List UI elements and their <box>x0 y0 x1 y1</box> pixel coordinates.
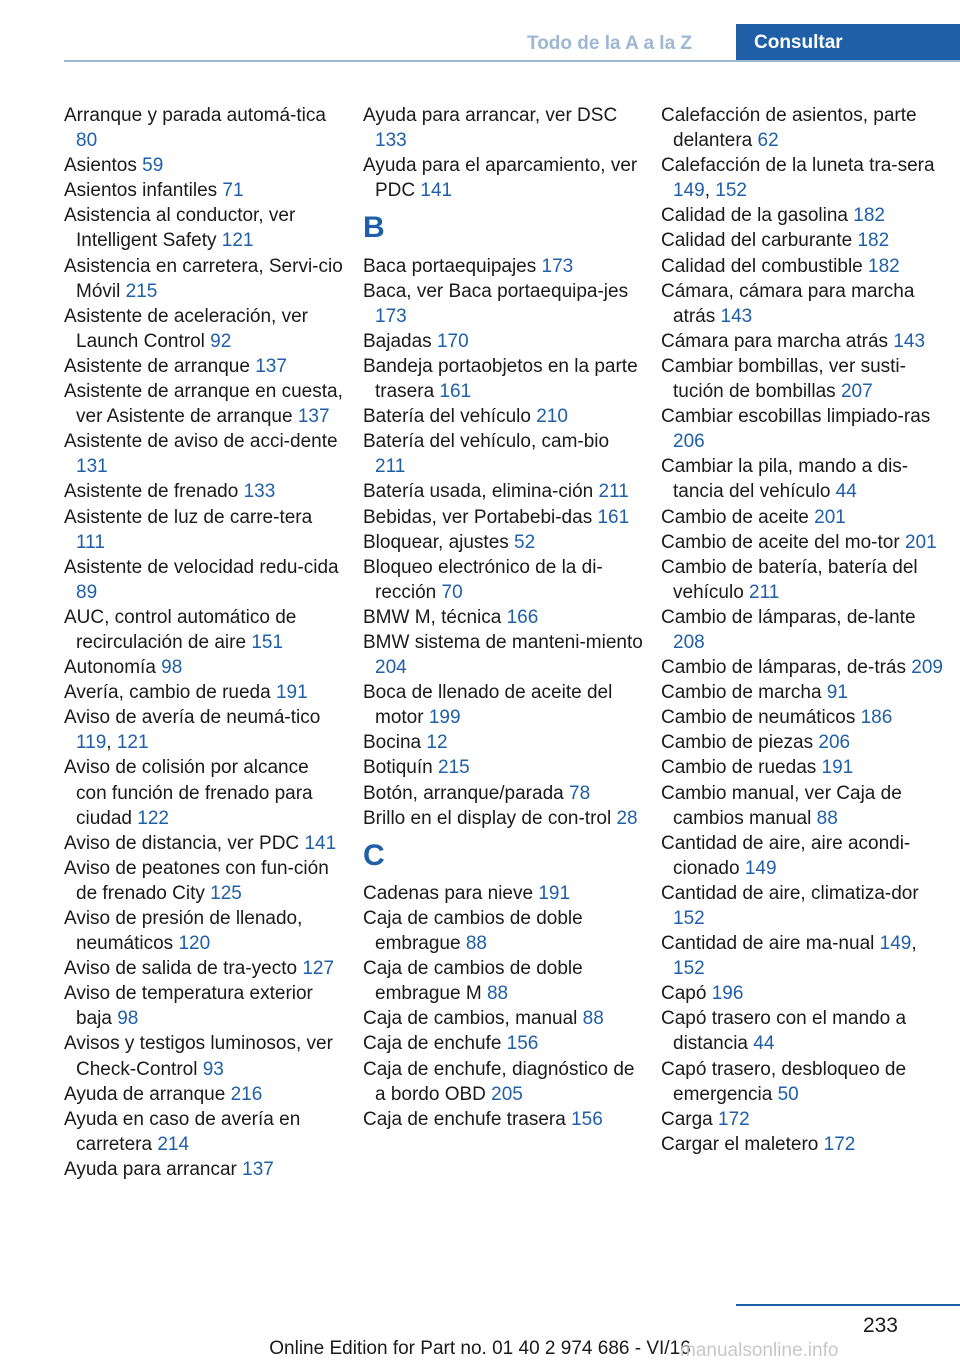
page-link[interactable]: 89 <box>76 581 98 603</box>
index-entry-text: Bloquear, ajustes <box>363 531 515 553</box>
index-entry-text: Bajadas <box>363 330 437 352</box>
index-entry-text: Aviso de temperatura exterior baja <box>64 983 313 1030</box>
page-link[interactable]: 173 <box>541 255 574 277</box>
index-entry-text: Autonomía <box>64 657 162 679</box>
page-link[interactable]: 98 <box>117 1008 139 1030</box>
index-entry <box>363 254 643 279</box>
index-entry <box>363 153 643 203</box>
index-entry-text: Asistente de velocidad redu-cida <box>64 556 339 578</box>
page-link[interactable]: 52 <box>514 531 536 553</box>
page-link[interactable]: 182 <box>857 230 890 252</box>
index-column-3 <box>661 103 951 1157</box>
index-entry-text: Bandeja portaobjetos en la parte trasera <box>363 355 638 403</box>
index-entry-text: Calefacción de asientos, parte delantera <box>661 105 917 152</box>
index-entry <box>363 956 643 1006</box>
page-link[interactable]: 206 <box>673 431 705 453</box>
page-link[interactable]: 121 <box>116 732 149 754</box>
page-link[interactable]: 50 <box>777 1083 799 1105</box>
index-entry <box>64 1157 344 1182</box>
page-link[interactable]: 44 <box>753 1033 775 1055</box>
chapter-tab[interactable]: Consultar <box>736 24 960 62</box>
index-entry <box>661 254 951 279</box>
page-link[interactable]: 133 <box>243 481 276 503</box>
page-link[interactable]: 205 <box>491 1083 523 1105</box>
index-entry <box>64 956 344 981</box>
index-entry <box>661 730 951 755</box>
index-entry <box>64 178 344 203</box>
page-link[interactable]: 80 <box>76 130 98 152</box>
page-link[interactable]: 204 <box>375 657 407 679</box>
index-column-2 <box>363 103 643 1132</box>
header-rule <box>64 60 960 62</box>
index-entry <box>64 354 344 379</box>
index-entry-text: Aviso de salida de tra-yecto <box>64 958 303 980</box>
index-entry-text: Asistente de arranque en cuesta, ver Asistente de arranque <box>64 381 343 428</box>
index-entry <box>363 630 643 680</box>
index-entry-text: Ayuda para arrancar <box>64 1158 243 1180</box>
index-entry <box>64 1031 344 1081</box>
page-link[interactable]: 182 <box>853 205 885 227</box>
index-entry <box>661 981 951 1006</box>
index-entry-text: Avisos y testigos luminosos, ver Check-Control <box>64 1033 333 1080</box>
index-entry <box>661 404 951 454</box>
index-entry-text: Cargar el maletero <box>661 1133 824 1155</box>
index-entry-text: Bloqueo electrónico de la di-rección <box>363 556 603 603</box>
page-link[interactable]: 12 <box>426 732 448 754</box>
page-link[interactable]: 172 <box>823 1133 856 1155</box>
page-link[interactable]: 88 <box>816 807 838 829</box>
index-entry <box>64 254 344 304</box>
index-entry <box>64 304 344 354</box>
index-entry-text: Bebidas, ver Portabebi-das <box>363 506 598 528</box>
page-link[interactable]: 151 <box>251 631 284 653</box>
index-entry-text: Caja de cambios, manual <box>363 1008 583 1030</box>
index-entry-text: Cambio de neumáticos <box>661 707 861 729</box>
index-entry <box>363 1057 643 1107</box>
index-entry-text: Ayuda para el aparcamiento, ver PDC <box>363 155 638 202</box>
index-entry-text: Asientos infantiles <box>64 180 223 202</box>
index-entry-text: Baca portaequipajes <box>363 255 542 277</box>
index-letter-heading: B <box>363 211 385 245</box>
index-entry-text: Cambio de lámparas, de-lante <box>661 606 916 628</box>
index-entry-text: Calefacción de la luneta tra-sera <box>661 155 935 177</box>
index-entry <box>661 555 951 605</box>
page-link[interactable]: 170 <box>436 330 469 352</box>
page-link[interactable]: 28 <box>616 807 638 829</box>
index-entry <box>661 655 951 680</box>
index-entry-text: Asistente de arranque <box>64 355 256 377</box>
page-separator: , <box>106 732 117 754</box>
index-entry-text: Aviso de peatones con fun-ción de frenado City <box>64 857 329 904</box>
index-entry-text: Batería del vehículo <box>363 406 537 428</box>
index-entry-text: Asientos <box>64 155 143 177</box>
page-link[interactable]: 131 <box>76 456 108 478</box>
index-entry-text: Bocina <box>363 732 427 754</box>
page-link[interactable]: 211 <box>375 456 406 478</box>
index-entry <box>661 454 951 504</box>
index-entry-text: Cambio de aceite del mo-tor <box>661 531 905 553</box>
index-entry-text: Caja de enchufe, diagnóstico de a bordo OBD <box>363 1058 635 1105</box>
index-entry <box>363 329 643 354</box>
index-entry <box>363 479 643 504</box>
page-link[interactable]: 215 <box>125 280 158 302</box>
page-link[interactable]: 161 <box>597 506 630 528</box>
index-entry-text: Capó trasero, desbloqueo de emergencia <box>661 1058 907 1105</box>
page-link[interactable]: 149 <box>673 180 705 202</box>
watermark: manualsonline.info <box>680 1340 839 1361</box>
index-entry <box>363 755 643 780</box>
index-entry-text: Cantidad de aire, aire acondi-cionado <box>661 832 911 879</box>
index-entry-text: Calidad del carburante <box>661 230 858 252</box>
index-entry-text: Cambio de marcha <box>661 682 827 704</box>
index-entry-text: Cambio de batería, batería del vehículo <box>661 556 918 603</box>
index-entry <box>363 1107 643 1132</box>
page-link[interactable]: 125 <box>210 882 242 904</box>
index-entry <box>363 1031 643 1056</box>
index-entry-text: Asistencia al conductor, ver Intelligent Safety <box>64 205 296 252</box>
page-link[interactable]: 149 <box>744 857 777 879</box>
index-entry <box>363 1006 643 1031</box>
index-entry-text: Cantidad de aire ma-nual <box>661 933 880 955</box>
index-entry <box>661 279 951 329</box>
index-entry <box>661 1057 951 1107</box>
page-link[interactable]: 119 <box>76 732 107 754</box>
page-link[interactable]: 191 <box>538 882 571 904</box>
index-entry <box>64 755 344 830</box>
index-entry-text: Boca de llenado de aceite del motor <box>363 682 613 729</box>
page-link[interactable]: 166 <box>506 606 539 628</box>
index-entry <box>64 479 344 504</box>
index-entry <box>64 379 344 429</box>
index-entry <box>64 555 344 605</box>
index-entry <box>661 781 951 831</box>
index-entry <box>363 881 643 906</box>
page-link[interactable]: 201 <box>904 531 937 553</box>
index-entry-text: Calidad del combustible <box>661 255 869 277</box>
page-link[interactable]: 44 <box>835 481 857 503</box>
index-entry-text: Aviso de presión de llenado, neumáticos <box>64 908 303 955</box>
page-link[interactable]: 186 <box>860 707 893 729</box>
index-entry <box>64 1082 344 1107</box>
page-link[interactable]: 214 <box>157 1133 190 1155</box>
page-link[interactable]: 152 <box>715 180 747 202</box>
index-entry <box>363 404 643 429</box>
page-link[interactable]: 137 <box>242 1158 274 1180</box>
page-link[interactable]: 211 <box>749 581 780 603</box>
index-entry <box>64 1107 344 1157</box>
index-entry-text: Asistencia en carretera, Servi-cio Móvil <box>64 255 343 302</box>
index-entry-text: Cámara para marcha atrás <box>661 330 894 352</box>
page-separator: , <box>911 933 917 955</box>
index-entry <box>363 429 643 479</box>
index-entry <box>64 203 344 253</box>
index-entry-text: Cambio manual, ver Caja de cambios manual <box>661 782 902 829</box>
index-entry-text: Cambio de aceite <box>661 506 815 528</box>
index-entry-text: Botón, arranque/parada <box>363 782 569 804</box>
index-entry <box>661 680 951 705</box>
index-entry <box>363 781 643 806</box>
page-link[interactable]: 137 <box>297 406 330 428</box>
edition-footer: Online Edition for Part no. 01 40 2 974 686 - VI/16 <box>269 1338 691 1359</box>
index-entry <box>363 103 643 153</box>
page-header <box>0 0 960 62</box>
index-entry-text: Asistente de aviso de acci-dente <box>64 431 338 453</box>
index-entry-text: Caja de enchufe <box>363 1033 507 1055</box>
page-link[interactable]: 62 <box>757 130 779 152</box>
index-entry <box>64 655 344 680</box>
page-link[interactable]: 93 <box>202 1058 224 1080</box>
index-entry <box>661 1107 951 1132</box>
index-entry <box>661 153 951 203</box>
index-entry-text: Caja de cambios de doble embrague <box>363 908 583 955</box>
index-entry-text: Caja de cambios de doble embrague M <box>363 958 583 1005</box>
index-entry <box>661 505 951 530</box>
index-entry <box>64 680 344 705</box>
page-number: 233 <box>862 1314 898 1337</box>
index-entry-text: Cantidad de aire, climatiza-dor <box>661 882 919 904</box>
page-link[interactable]: 206 <box>818 732 851 754</box>
index-entry-text: Aviso de distancia, ver PDC <box>64 832 305 854</box>
index-entry <box>363 555 643 605</box>
page-link[interactable]: 127 <box>302 958 335 980</box>
page-link[interactable]: 91 <box>826 682 848 704</box>
page-link[interactable]: 88 <box>465 933 487 955</box>
page-link[interactable]: 173 <box>375 305 407 327</box>
index-entry <box>661 203 951 228</box>
index-entry-text: Cambio de piezas <box>661 732 819 754</box>
page-link[interactable]: 207 <box>840 381 873 403</box>
index-entry-text: Cambio de ruedas <box>661 757 822 779</box>
page-link[interactable]: 216 <box>230 1083 263 1105</box>
index-entry-text: Arranque y parada automá-tica <box>64 105 326 126</box>
index-entry <box>64 103 344 153</box>
page-link[interactable]: 149 <box>879 933 912 955</box>
page-separator: , <box>704 180 716 202</box>
index-entry <box>363 906 643 956</box>
page-link[interactable]: 141 <box>304 832 337 854</box>
index-entry <box>363 730 643 755</box>
index-entry <box>363 279 643 329</box>
page-link[interactable]: 191 <box>275 682 308 704</box>
index-entry <box>363 530 643 555</box>
index-entry-text: Batería usada, elimina-ción <box>363 481 599 503</box>
index-entry-text: Asistente de luz de carre-tera <box>64 506 313 528</box>
page-link[interactable]: 111 <box>76 531 105 553</box>
index-entry-text: Capó trasero con el mando a distancia <box>661 1008 907 1055</box>
index-entry <box>661 705 951 730</box>
index-entry <box>661 931 951 981</box>
page-link[interactable]: 209 <box>911 657 943 679</box>
index-entry <box>363 505 643 530</box>
index-entry-text: Cambio de lámparas, de-trás <box>661 657 912 679</box>
index-entry-text: BMW sistema de manteni-miento <box>363 631 643 653</box>
page-link[interactable]: 210 <box>536 406 568 428</box>
index-entry <box>661 881 951 931</box>
page-link[interactable]: 59 <box>142 155 164 177</box>
page-link[interactable]: 182 <box>868 255 900 277</box>
index-entry-text: Baca, ver Baca portaequipa-jes <box>363 280 629 302</box>
index-entry <box>64 906 344 956</box>
index-entry <box>64 153 344 178</box>
index-entry <box>363 806 643 831</box>
page-link[interactable]: 201 <box>814 506 846 528</box>
page-link[interactable]: 98 <box>161 657 183 679</box>
index-entry-text: Asistente de frenado <box>64 481 244 503</box>
page-link[interactable]: 172 <box>718 1108 750 1130</box>
page-link[interactable]: 156 <box>506 1033 539 1055</box>
index-entry-text: AUC, control automático de recirculación de aire <box>64 606 297 653</box>
index-entry-text: Aviso de colisión por alcance con función de frenado para ciudad <box>64 757 313 829</box>
page-link[interactable]: 156 <box>571 1108 603 1130</box>
index-entry <box>661 1006 951 1056</box>
index-entry <box>64 505 344 555</box>
index-entry <box>363 605 643 630</box>
index-entry-text: Aviso de avería de neumá-tico <box>64 707 321 729</box>
page-link[interactable]: 208 <box>673 631 705 653</box>
page-link[interactable]: 161 <box>439 381 472 403</box>
index-entry-text: Avería, cambio de rueda <box>64 682 276 704</box>
index-entry-text: Batería del vehículo, cam-bio <box>363 431 610 453</box>
index-entry <box>661 1132 951 1157</box>
index-entry <box>661 530 951 555</box>
section-title: Todo de la A a la Z <box>527 33 693 54</box>
index-entry-text: Cambiar bombillas, ver susti-tución de bombillas <box>661 355 906 403</box>
index-entry <box>661 755 951 780</box>
index-letter-heading: C <box>363 838 385 872</box>
index-entry-text: BMW M, técnica <box>363 606 507 628</box>
index-entry-text: Carga <box>661 1108 719 1130</box>
page-link[interactable]: 215 <box>438 757 470 779</box>
page-link[interactable]: 88 <box>486 983 509 1005</box>
page-link[interactable]: 120 <box>178 933 211 955</box>
page-link[interactable]: 143 <box>893 330 926 352</box>
page-link[interactable]: 141 <box>420 180 453 202</box>
page-link[interactable]: 191 <box>821 757 854 779</box>
index-entry-text: Asistente de aceleración, ver Launch Control <box>64 305 308 352</box>
index-entry-text: Cadenas para nieve <box>363 882 539 904</box>
index-entry <box>64 605 344 655</box>
page-link[interactable]: 196 <box>711 983 744 1005</box>
page-link[interactable]: 211 <box>598 481 629 503</box>
page-link[interactable]: 152 <box>673 958 705 980</box>
index-entry <box>661 103 951 153</box>
page-link[interactable]: 122 <box>137 807 169 829</box>
page-link[interactable]: 137 <box>255 355 287 377</box>
index-entry-text: Ayuda para arrancar, ver DSC <box>363 105 618 126</box>
index-column-1 <box>64 103 344 1182</box>
page-link[interactable]: 88 <box>582 1008 604 1030</box>
page-link[interactable]: 199 <box>428 707 461 729</box>
page-link[interactable]: 121 <box>221 230 254 252</box>
index-entry-text: Calidad de la gasolina <box>661 205 854 227</box>
index-entry-text: Cambiar escobillas limpiado-ras <box>661 406 931 428</box>
page-link[interactable]: 70 <box>441 581 463 603</box>
page-link[interactable]: 71 <box>222 180 244 202</box>
index-entry-text: Botiquín <box>363 757 438 779</box>
index-entry <box>64 981 344 1031</box>
index-entry-text: Ayuda de arranque <box>64 1083 231 1105</box>
index-entry-text: Cambiar la pila, mando a dis-tancia del vehículo <box>661 456 909 503</box>
index-entry <box>661 605 951 655</box>
index-entry <box>64 831 344 856</box>
page-link[interactable]: 152 <box>673 908 705 929</box>
index-entry <box>661 831 951 881</box>
page-link[interactable]: 143 <box>720 305 753 327</box>
index-entry <box>64 856 344 906</box>
page-link[interactable]: 92 <box>210 330 232 352</box>
index-entry-text: Caja de enchufe trasera <box>363 1108 572 1130</box>
index-entry-text: Cámara, cámara para marcha atrás <box>661 280 915 327</box>
page-link[interactable]: 133 <box>375 130 407 152</box>
index-entry <box>661 354 951 404</box>
index-entry-text: Brillo en el display de con-trol <box>363 807 617 829</box>
index-entry-text: Ayuda en caso de avería en carretera <box>64 1108 301 1155</box>
index-entry <box>661 228 951 253</box>
index-entry <box>363 354 643 404</box>
index-entry <box>64 705 344 755</box>
footer-rule <box>736 1304 960 1306</box>
index-entry <box>64 429 344 479</box>
index-entry <box>363 680 643 730</box>
page-link[interactable]: 78 <box>569 782 591 804</box>
index-entry-text: Capó <box>661 983 712 1005</box>
index-entry <box>661 329 951 354</box>
